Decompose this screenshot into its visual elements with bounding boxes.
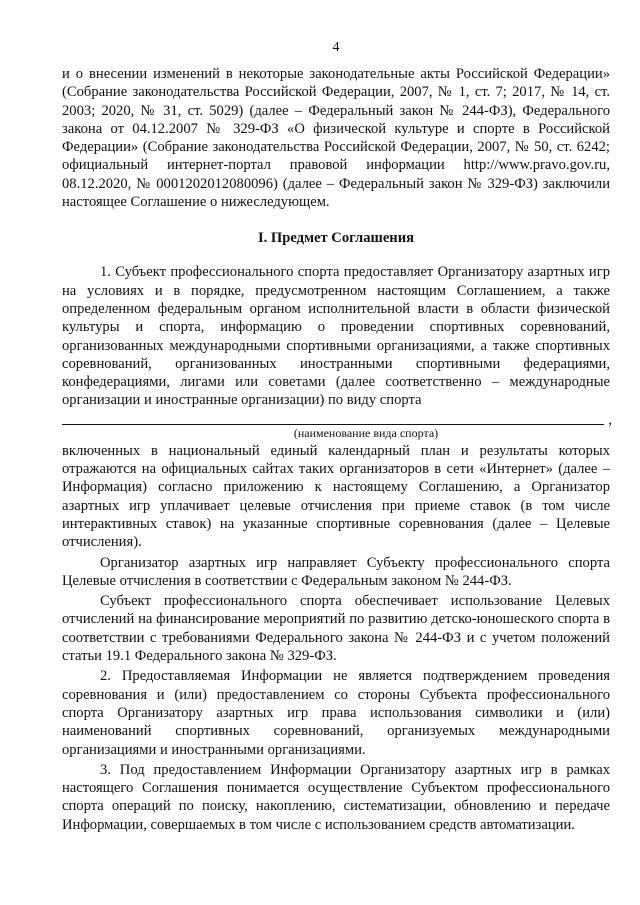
sport-name-blank-line bbox=[62, 411, 612, 428]
clause-3-paragraph: 3. Под предоставлением Информации Организатору азартных игр в рамках настоящего Соглашения понимается осуществление Субъектом профессионального спорта операций по поиску, накоплению, систематизации, обновлению и передаче Информации, совершаемых в том числе с использованием средств автоматизации. bbox=[62, 761, 610, 833]
organizer-paragraph: Организатор азартных игр направляет Субъекту профессионального спорта Целевые отчисления в соответствии с Федеральным законом № 244-ФЗ. bbox=[62, 554, 610, 589]
blank-caption: (наименование вида спорта) bbox=[293, 425, 439, 440]
page-number: 4 bbox=[332, 40, 340, 55]
clause-1-continuation: включенных в национальный единый календарный план и результаты которых отражаются на официальных сайтах таких организаторов в сети «Интернет» (далее – Информация) согласно приложению к настоящему Соглашению, а Организатор азартных игр уплачивает целевые отчисления при приеме ставок (в том числе интерактивных ставок) на указанные спортивные соревнования (далее – Целевые отчисления). bbox=[62, 442, 610, 551]
clause-2-paragraph: 2. Предоставляемая Информации не является подтверждением проведения соревнования и (или) предоставлением со стороны Субъекта профессионального спорта Организатору азартных игр права использования символики и (или) наименований спортивных соревнований, организуемых международными организациями и иностранными организациями. bbox=[62, 668, 610, 758]
clause-1-paragraph: 1. Субъект профессионального спорта предоставляет Организатору азартных игр на условиях и в порядке, предусмотренном настоящим Соглашением, а также определенном федеральным органом исполнительной власти в области физической культуры и спорта, информацию о проведении спортивных соревнований, организованных международными спортивными организациями, а также спортивных соревнований, организованных иностранными спортивными федерациями, конфедерациями, лигами или советами (далее соответственно – международные организации и иностранные организации) по виду спорта bbox=[62, 264, 610, 409]
document-page bbox=[62, 40, 610, 834]
blank-comma: , bbox=[608, 411, 612, 428]
intro-paragraph: и о внесении изменений в некоторые законодательные акты Российской Федерации» (Собрание законодательства Российской Федерации, 2007, № 1, ст. 7; 2017, № 14, ст. 2003; 2020, № 31, ст. 5029) (далее – Федеральный закон № 244-ФЗ), Федерального закона от 04.12.2007 № 329-ФЗ «О физической культуре и спорте в Российской Федерации» (Собрание законодательства Российской Федерации, 2007, № 50, ст. 6242; официальный интернет-портал правовой информации http://www.pravo.gov.ru, 08.12.2020, № 0001202012080096) (далее – Федеральный закон № 329-ФЗ) заключили настоящее Соглашение о нижеследующем. bbox=[62, 66, 610, 211]
subject-paragraph: Субъект профессионального спорта обеспечивает использование Целевых отчислений на финансирование мероприятий по развитию детско-юношеского спорта в соответствии с требованиями Федерального закона № 244-ФЗ и с учетом положений статьи 19.1 Федерального закона № 329-ФЗ. bbox=[62, 593, 610, 665]
section-title: I. Предмет Соглашения bbox=[257, 230, 415, 247]
